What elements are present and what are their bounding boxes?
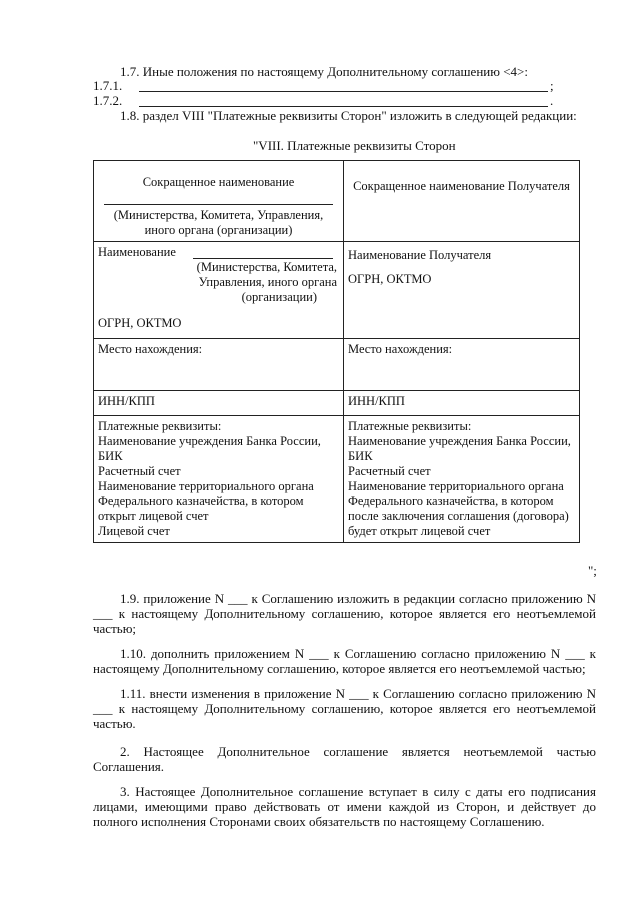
left-short-name-note: (Министерства, Комитета, Управления, иного органа (организации) — [113, 208, 324, 237]
left-ogrn: ОГРН, ОКТМО — [98, 316, 182, 330]
table-row — [94, 242, 580, 339]
right-short-name-cell — [344, 161, 580, 242]
right-payment-line: БИК — [348, 449, 373, 463]
right-payment-line: Платежные реквизиты: — [348, 419, 472, 433]
right-payment-cell — [344, 416, 580, 543]
left-name-line — [193, 258, 333, 259]
left-payment-line: Наименование учреждения Банка России, — [98, 434, 321, 448]
right-inn-cell — [344, 391, 580, 416]
right-payment-line: будет открыт лицевой счет — [348, 524, 491, 538]
paragraph-1-8: 1.8. раздел VIII "Платежные реквизиты Сторон" изложить в следующей редакции: — [120, 108, 577, 123]
item-1-7-2-end: . — [550, 93, 554, 108]
left-payment-line: БИК — [98, 449, 123, 463]
table-row — [94, 161, 580, 242]
item-1-7-1-end: ; — [550, 78, 554, 93]
section-title: "VIII. Платежные реквизиты Сторон — [253, 138, 456, 153]
left-payment-line: Федерального казначейства, в котором — [98, 494, 304, 508]
left-payment-line: Расчетный счет — [98, 464, 181, 478]
table-close-quote: "; — [588, 563, 597, 578]
item-1-7-2-label: 1.7.2. — [93, 93, 123, 108]
paragraph-1-11: 1.11. внести изменения в приложение N ___ к Соглашению согласно приложению N ___ к настоящему Дополнительному соглашению, которое является его неотъемлемой частью. — [93, 686, 596, 731]
item-1-7-2-line — [139, 106, 548, 107]
left-location-cell — [94, 339, 344, 391]
table-row — [94, 416, 580, 543]
right-name-label: Наименование Получателя — [348, 248, 492, 262]
left-payment-cell — [94, 416, 344, 543]
left-short-name-cell — [94, 161, 344, 242]
left-payment-line: Платежные реквизиты: — [98, 419, 222, 433]
requisites-table — [93, 160, 580, 543]
item-1-7-1-label: 1.7.1. — [93, 78, 123, 93]
table-row — [94, 391, 580, 416]
left-inn-cell — [94, 391, 344, 416]
left-name-note-3: (организации) — [241, 290, 317, 304]
right-name-cell — [344, 242, 580, 339]
item-1-7-1-line — [139, 91, 548, 92]
paragraph-1-10: 1.10. дополнить приложением N ___ к Соглашению согласно приложению N ___ к настоящему Дополнительному соглашению, которое является его неотъемлемой частью; — [93, 646, 596, 676]
right-payment-line: после заключения соглашения (договора) — [348, 509, 569, 523]
right-short-name: Сокращенное наименование Получателя — [353, 179, 570, 193]
left-inn: ИНН/КПП — [98, 394, 155, 408]
paragraph-2: 2. Настоящее Дополнительное соглашение является неотъемлемой частью Соглашения. — [93, 744, 596, 774]
left-name-note-1: (Министерства, Комитета, — [196, 260, 337, 274]
left-payment-line: открыт лицевой счет — [98, 509, 209, 523]
right-inn: ИНН/КПП — [348, 394, 405, 408]
left-short-name-line — [104, 190, 333, 205]
left-name-cell — [94, 242, 344, 339]
left-name-label: Наименование — [98, 245, 176, 259]
left-name-row — [98, 245, 339, 260]
right-ogrn: ОГРН, ОКТМО — [348, 272, 432, 286]
left-payment-line: Наименование территориального органа — [98, 479, 314, 493]
left-location: Место нахождения: — [98, 342, 203, 356]
right-payment-line: Наименование территориального органа — [348, 479, 564, 493]
paragraph-1-9: 1.9. приложение N ___ к Соглашению изложить в редакции согласно приложению N ___ к настоящему Дополнительному соглашению, которое является его неотъемлемой частью; — [93, 591, 596, 636]
left-payment-line: Лицевой счет — [98, 524, 170, 538]
right-location: Место нахождения: — [348, 342, 453, 356]
right-payment-line: Федерального казначейства, в котором — [348, 494, 554, 508]
paragraph-1-7-heading: 1.7. Иные положения по настоящему Дополнительному соглашению <4>: — [120, 64, 528, 79]
right-payment-line: Расчетный счет — [348, 464, 431, 478]
left-name-note-2: Управления, иного органа — [198, 275, 337, 289]
right-payment-line: Наименование учреждения Банка России, — [348, 434, 571, 448]
left-short-name: Сокращенное наименование — [142, 175, 295, 189]
paragraph-3: 3. Настоящее Дополнительное соглашение вступает в силу с даты его подписания лицами, имеющими право действовать от имени каждой из Сторон, и действует до полного исполнения Сторонами своих обязательств по настоящему Соглашению. — [93, 784, 596, 829]
table-row — [94, 339, 580, 391]
right-location-cell — [344, 339, 580, 391]
